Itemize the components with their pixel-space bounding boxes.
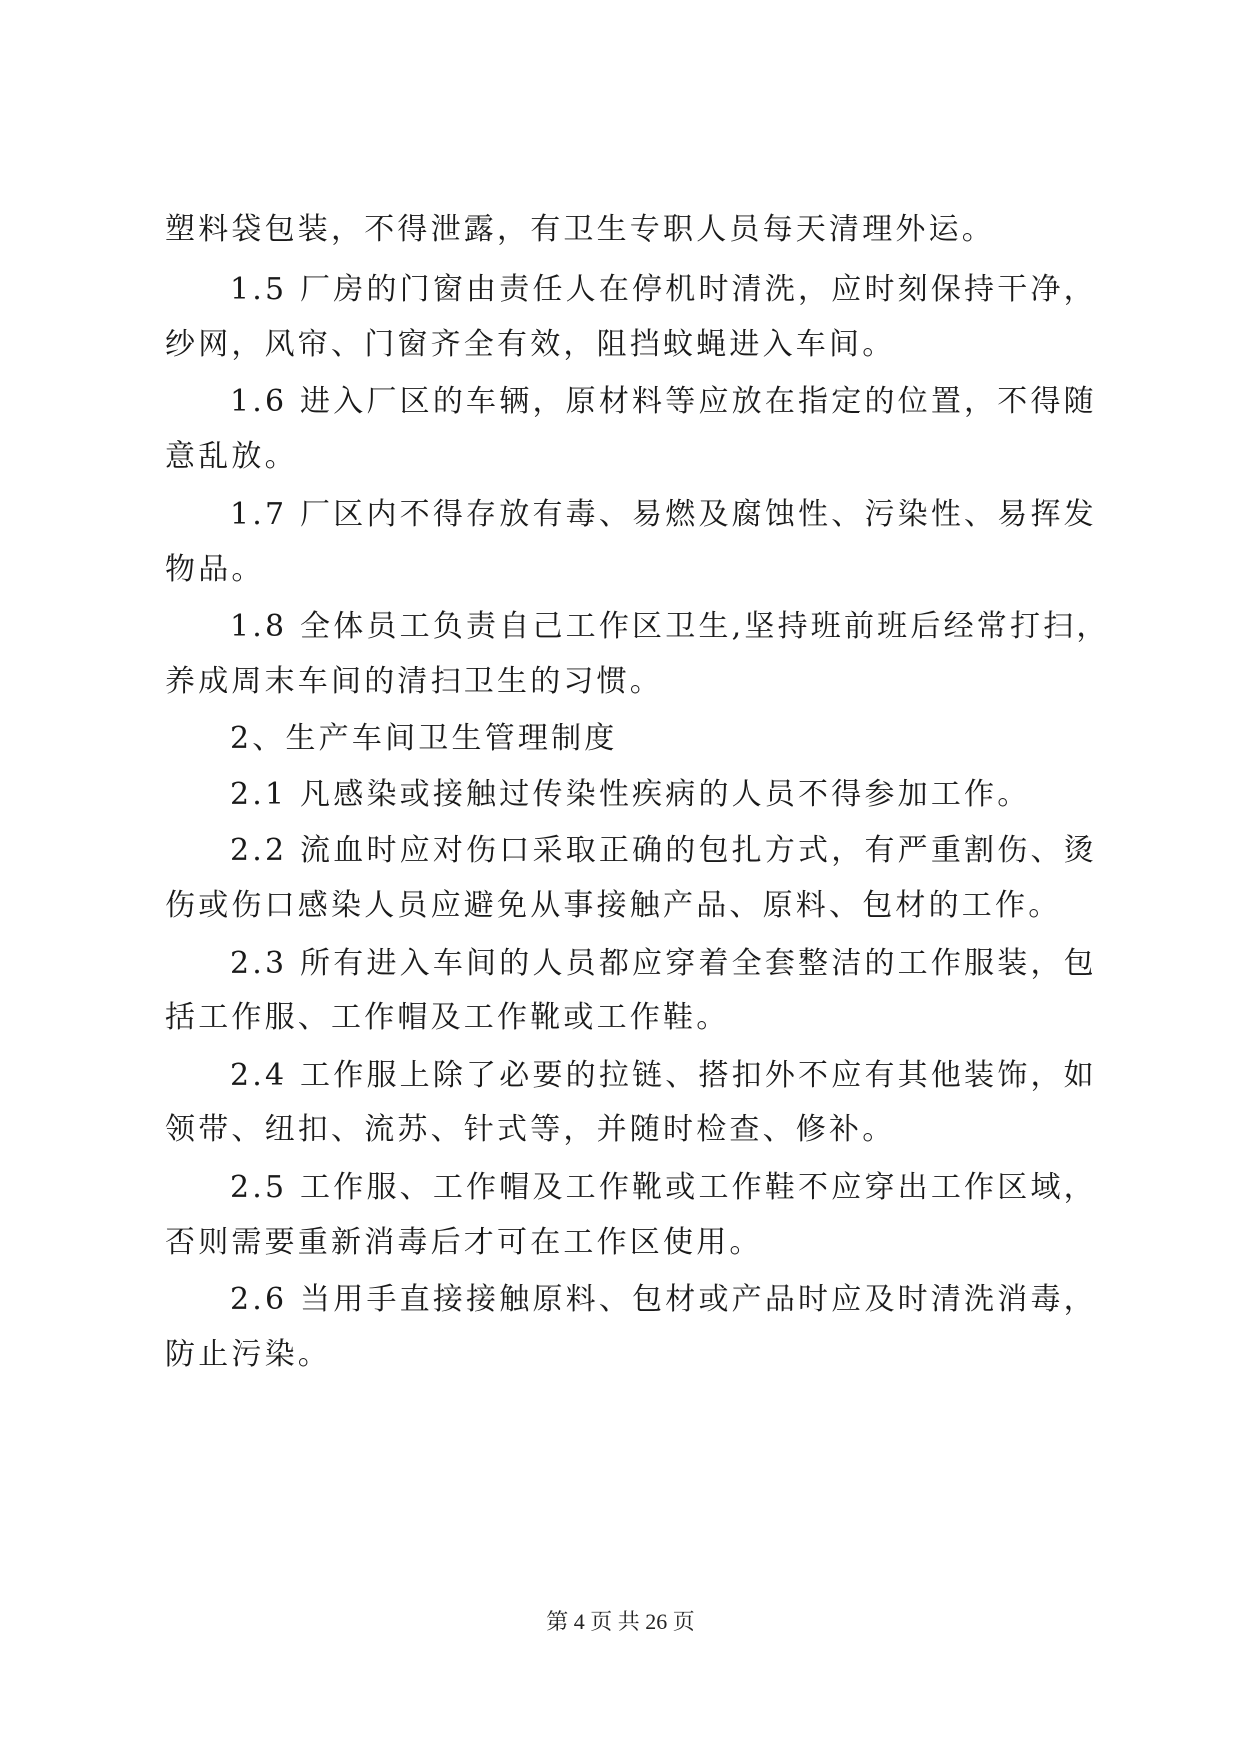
text-line: 物品。 [165,552,265,587]
text-line: 2.1 凡感染或接触过传染性疾病的人员不得参加工作。 [230,777,1031,812]
text-line: 意乱放。 [165,439,298,474]
text-line: 2.5 工作服、工作帽及工作靴或工作鞋不应穿出工作区域， [230,1170,1097,1205]
text-line: 养成周末车间的清扫卫生的习惯。 [165,664,663,699]
text-line: 1.8 全体员工负责自己工作区卫生,坚持班前班后经常打扫， [230,609,1110,644]
text-line: 纱网，风帘、门窗齐全有效，阻挡蚊蝇进入车间。 [165,327,896,362]
text-line: 塑料袋包装，不得泄露，有卫生专职人员每天清理外运。 [165,212,995,247]
page-number-footer: 第 4 页 共 26 页 [546,1609,695,1634]
text-line: 否则需要重新消毒后才可在工作区使用。 [165,1225,763,1260]
text-line: 1.7 厂区内不得存放有毒、易燃及腐蚀性、污染性、易挥发 [230,497,1097,532]
text-line: 1.6 进入厂区的车辆，原材料等应放在指定的位置，不得随 [230,384,1097,419]
text-line: 2.6 当用手直接接触原料、包材或产品时应及时清洗消毒， [230,1282,1097,1317]
text-line: 1.5 厂房的门窗由责任人在停机时清洗，应时刻保持干净， [230,272,1097,307]
section-heading: 2、生产车间卫生管理制度 [230,721,618,756]
text-line: 2.3 所有进入车间的人员都应穿着全套整洁的工作服装，包 [230,946,1097,981]
text-line: 2.4 工作服上除了必要的拉链、搭扣外不应有其他装饰，如 [230,1058,1097,1093]
text-line: 防止污染。 [165,1337,331,1372]
text-line: 伤或伤口感染人员应避免从事接触产品、原料、包材的工作。 [165,888,1062,923]
text-line: 领带、纽扣、流苏、针式等，并随时检查、修补。 [165,1112,896,1147]
text-line: 括工作服、工作帽及工作靴或工作鞋。 [165,1000,730,1035]
text-line: 2.2 流血时应对伤口采取正确的包扎方式，有严重割伤、烫 [230,833,1097,868]
